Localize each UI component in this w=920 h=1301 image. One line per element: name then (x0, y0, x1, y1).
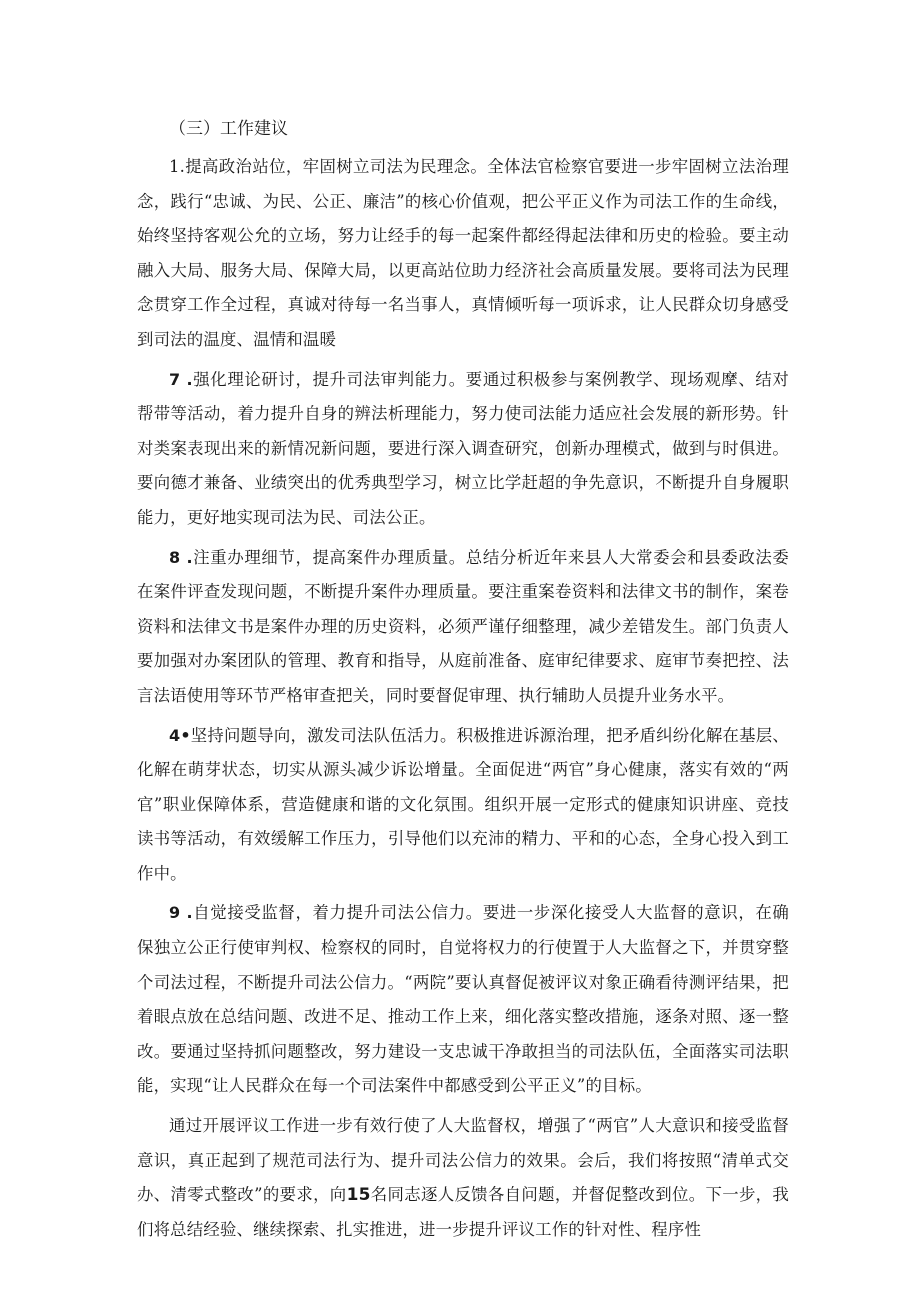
section-heading: （三）工作建议 (169, 119, 288, 139)
closing-text-part2: 名同志逐人反馈各自问题，并督促整改到位。下一步，我们将总结经验、继续探索、扎实推进，进一步提升评议工作的针对性、程序性 (137, 1185, 790, 1239)
paragraph-2 (137, 363, 789, 536)
paragraph-marker: 1. (169, 157, 186, 176)
document-body (137, 112, 789, 1252)
paragraph-1 (137, 150, 789, 358)
paragraph-marker: 9 . (169, 903, 193, 923)
paragraph-4 (137, 719, 789, 892)
paragraph-text: 坚持问题导向，激发司法队伍活力。积极推进诉源治理，把矛盾纠纷化解在基层、化解在萌芽状态，切实从源头减少诉讼增量。全面促进“两官”身心健康，落实有效的“两官”职业保障体系，营造健康和谐的文化氛围。组织开展一定形式的健康知识讲座、竞技读书等活动，有效缓解工作压力，引导他们以充沛的精力、平和的心态，全身心投入到工作中。 (137, 725, 789, 883)
paragraph-marker: 7 . (169, 369, 193, 389)
paragraph-3 (137, 541, 789, 714)
paragraph-text: 强化理论研讨，提升司法审判能力。要通过积极参与案例教学、现场观摩、结对帮带等活动，着力提升自身的辨法析理能力，努力使司法能力适应社会发展的新形势。针对类案表现出来的新情况新问题，要进行深入调查研究，创新办理模式，做到与时俱进。要向德才兼备、业绩突出的优秀典型学习，树立比学赶超的争先意识，不断提升自身履职能力，更好地实现司法为民、司法公正。 (137, 369, 789, 527)
paragraph-text: 提高政治站位，牢固树立司法为民理念。全体法官检察官要进一步牢固树立法治理念，践行“忠诚、为民、公正、廉洁”的核心价值观，把公平正义作为司法工作的生命线，始终坚持客观公允的立场，努力让经手的每一起案件都经得起法律和历史的检验。要主动融入大局、服务大局、保障大局，以更高站位助力经济社会高质量发展。要将司法为民理念贯穿工作全过程，真诚对待每一名当事人，真情倾听每一项诉求，让人民群众切身感受到司法的温度、温情和温暖 (137, 157, 789, 349)
paragraph-text: 注重办理细节，提高案件办理质量。总结分析近年来县人大常委会和县委政法委在案件评查发现问题，不断提升案件办理质量。要注重案卷资料和法律文书的制作，案卷资料和法律文书是案件办理的历史资料，必须严谨仔细整理，减少差错发生。部门负责人要加强对办案团队的管理、教育和指导，从庭前准备、庭审纪律要求、庭审节奏把控、法言法语使用等环节严格审查把关，同时要督促审理、执行辅助人员提升业务水平。 (137, 547, 789, 705)
paragraph-5 (137, 896, 789, 1104)
paragraph-marker: 4• (169, 725, 191, 745)
closing-text-part1: 通过开展评议工作进一步有效行使了人大监督权，增强了“两官”人大意识和接受监督意识，真正起到了规范司法行为、提升司法公信力的效果。会后，我们将按照“清单式交办、清零式整改”的要求，向 (137, 1116, 789, 1205)
closing-paragraph (137, 1109, 789, 1247)
paragraph-marker: 8 . (169, 547, 193, 567)
paragraph-text: 自觉接受监督，着力提升司法公信力。要进一步深化接受人大监督的意识，在确保独立公正行使审判权、检察权的同时，自觉将权力的行使置于人大监督之下，并贯穿整个司法过程，不断提升司法公信力。“两院”要认真督促被评议对象正确看待测评结果，把着眼点放在总结问题、改进不足、推动工作上来，细化落实整改措施，逐条对照、逐一整改。要通过坚持抓问题整改，努力建设一支忠诚干净敢担当的司法队伍，全面落实司法职能，实现“让人民群众在每一个司法案件中都感受到公平正义”的目标。 (137, 903, 789, 1096)
closing-number: 15 (346, 1185, 371, 1206)
